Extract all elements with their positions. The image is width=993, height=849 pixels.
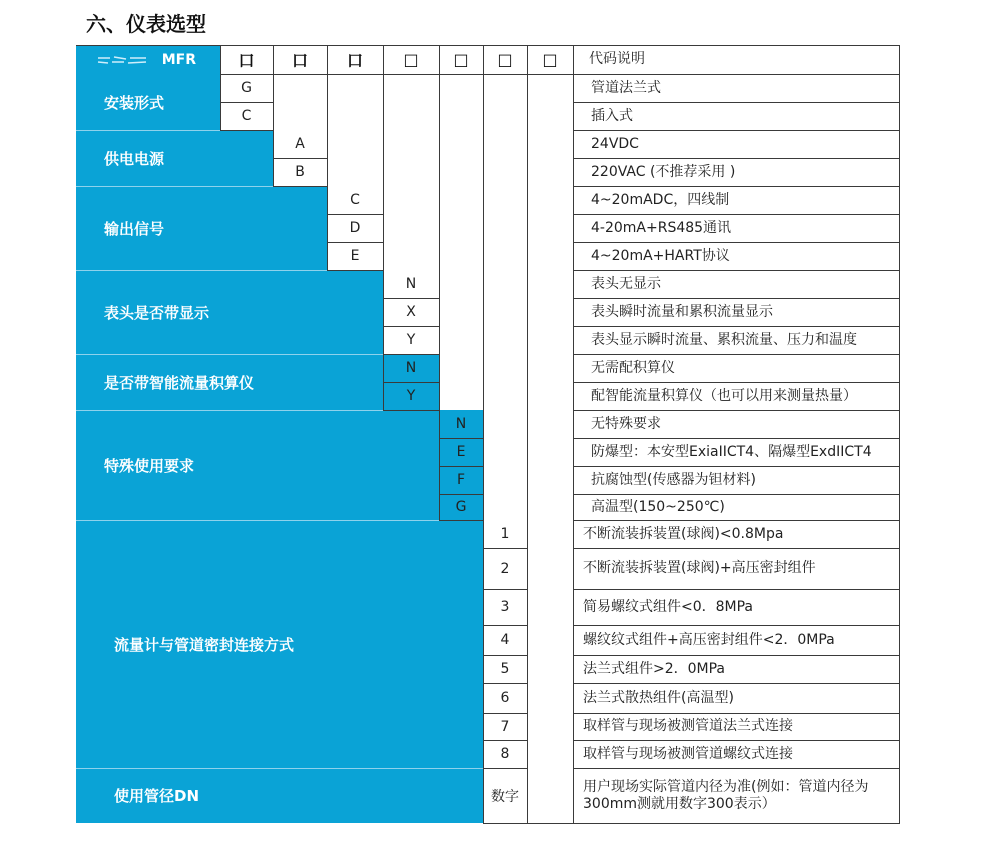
option-code: Y <box>406 388 416 404</box>
row-divider <box>273 158 328 159</box>
table-border <box>899 45 900 824</box>
row-divider <box>483 548 528 549</box>
option-description: 4~20mA+HART协议 <box>591 247 730 264</box>
row-divider <box>573 242 900 243</box>
table-border <box>220 74 900 75</box>
row-divider <box>439 520 484 521</box>
option-code: X <box>406 304 416 320</box>
column-divider <box>483 45 484 824</box>
option-code: E <box>350 248 360 264</box>
group-label: 表头是否带显示 <box>76 270 383 354</box>
option-description: 220VAC (不推荐采用 ) <box>591 163 736 180</box>
row-divider <box>573 438 900 439</box>
group-label: 供电电源 <box>76 130 273 186</box>
row-divider <box>573 158 900 159</box>
code-placeholder-box: □ <box>453 50 469 69</box>
group-label: 是否带智能流量积算仪 <box>76 354 439 410</box>
group-separator <box>76 130 220 131</box>
option-description: 法兰式组件>2．0MPa <box>583 660 726 677</box>
option-description: 高温型(150~250℃) <box>591 498 725 515</box>
group-label: 流量计与管道密封连接方式 <box>76 520 483 768</box>
option-code: F <box>456 472 466 488</box>
section-title: 六、仪表选型 <box>86 12 206 36</box>
row-divider <box>573 382 900 383</box>
option-description: 表头瞬时流量和累积流量显示 <box>591 303 773 320</box>
code-placeholder-box: 口 <box>346 51 363 70</box>
row-divider <box>573 326 900 327</box>
option-description: 取样管与现场被测管道法兰式连接 <box>583 718 793 734</box>
option-description: 用户现场实际管道内径为准(例如：管道内径为300mm测就用数字300表示） <box>583 778 869 812</box>
code-placeholder-box: 口 <box>238 51 255 70</box>
option-code: 1 <box>500 526 510 542</box>
row-divider <box>573 354 900 355</box>
row-divider <box>383 326 440 327</box>
row-divider <box>573 768 900 769</box>
group-separator <box>76 520 483 521</box>
row-divider <box>383 382 440 383</box>
row-divider <box>383 298 440 299</box>
column-divider <box>527 45 528 824</box>
option-code: A <box>295 136 305 152</box>
option-description: 不断流装拆装置(球阀)<0.8Mpa <box>583 525 784 542</box>
option-code: N <box>405 276 417 292</box>
column-divider <box>439 45 440 521</box>
option-code: 4 <box>500 632 510 648</box>
option-code: 7 <box>500 718 510 735</box>
option-code: E <box>456 444 466 460</box>
row-divider <box>573 548 900 549</box>
option-description: 简易螺纹式组件<0．8MPa <box>583 598 754 615</box>
row-divider <box>573 589 900 590</box>
row-divider <box>573 520 900 521</box>
option-description: 不断流装拆装置(球阀)+高压密封组件 <box>583 560 816 576</box>
row-divider <box>327 270 384 271</box>
option-description: 无特殊要求 <box>591 415 661 432</box>
row-divider <box>573 102 900 103</box>
description-header: 代码说明 <box>589 51 645 67</box>
group-separator <box>76 768 483 769</box>
row-divider <box>573 410 900 411</box>
option-description: 表头无显示 <box>591 275 661 292</box>
row-divider <box>383 354 440 355</box>
column-divider <box>573 45 574 824</box>
group-separator <box>76 354 383 355</box>
option-code: N <box>455 416 467 432</box>
option-description: 配智能流量积算仪（也可以用来测量热量） <box>591 387 857 404</box>
option-code: 5 <box>500 661 510 677</box>
code-placeholder-box: 口 <box>291 51 308 70</box>
model-header <box>76 45 220 74</box>
option-code: 6 <box>500 690 510 706</box>
option-code: G <box>455 499 467 515</box>
row-divider <box>573 494 900 495</box>
row-divider <box>439 466 484 467</box>
group-label: 安装形式 <box>76 74 220 130</box>
model-code: MFR <box>161 51 196 68</box>
option-description: 抗腐蚀型(传感器为钽材料) <box>591 471 756 488</box>
table-border <box>76 45 900 46</box>
row-divider <box>483 740 528 741</box>
code-placeholder-box: □ <box>403 50 419 69</box>
option-code: N <box>405 360 417 376</box>
group-separator <box>76 186 273 187</box>
option-description: 法兰式散热组件(高温型) <box>583 689 734 706</box>
option-code: Y <box>406 332 416 348</box>
option-description: 4~20mADC，四线制 <box>591 191 730 208</box>
row-divider <box>573 214 900 215</box>
row-divider <box>573 713 900 714</box>
column-divider <box>273 45 274 187</box>
blurred-model-prefix-icon <box>96 54 148 66</box>
option-code: C <box>241 108 252 124</box>
row-divider <box>439 438 484 439</box>
row-divider <box>573 270 900 271</box>
option-description: 防爆型：本安型ExiaIICT4、隔爆型ExdIICT4 <box>591 443 872 460</box>
option-code: D <box>349 220 361 236</box>
option-description: 表头显示瞬时流量、累积流量、压力和温度 <box>591 331 857 348</box>
option-description: 24VDC <box>591 135 639 152</box>
option-description: 管道法兰式 <box>591 79 661 96</box>
row-divider <box>383 410 440 411</box>
row-divider <box>573 298 900 299</box>
row-divider <box>220 102 274 103</box>
row-divider <box>439 494 484 495</box>
row-divider <box>573 466 900 467</box>
group-separator <box>76 270 327 271</box>
option-code: G <box>241 80 252 96</box>
option-description: 4-20mA+RS485通讯 <box>591 219 732 236</box>
row-divider <box>573 186 900 187</box>
option-code: C <box>350 192 360 208</box>
option-code: B <box>295 164 305 180</box>
option-code: 数字 <box>491 788 519 805</box>
option-description: 插入式 <box>591 107 633 124</box>
row-divider <box>273 186 328 187</box>
option-code: 2 <box>500 560 510 577</box>
option-code: 8 <box>500 746 510 762</box>
row-divider <box>573 130 900 131</box>
option-code: 3 <box>500 599 510 615</box>
option-description: 取样管与现场被测管道螺纹式连接 <box>583 745 793 762</box>
group-label: 输出信号 <box>76 186 327 270</box>
option-description: 螺纹纹式组件+高压密封组件<2．0MPa <box>583 631 835 648</box>
row-divider <box>483 823 528 824</box>
row-divider <box>220 130 274 131</box>
row-divider <box>327 214 384 215</box>
row-divider <box>327 242 384 243</box>
row-divider <box>573 740 900 741</box>
row-divider <box>573 823 900 824</box>
row-divider <box>573 625 900 626</box>
group-label: 使用管径DN <box>76 768 483 823</box>
row-divider <box>483 768 528 769</box>
row-divider <box>573 683 900 684</box>
row-divider <box>483 655 528 656</box>
row-divider <box>483 683 528 684</box>
row-divider <box>483 713 528 714</box>
group-label: 特殊使用要求 <box>76 410 483 520</box>
column-divider <box>220 45 221 131</box>
column-divider <box>383 45 384 411</box>
code-placeholder-box: □ <box>542 50 558 69</box>
row-divider <box>483 625 528 626</box>
code-placeholder-box: □ <box>497 50 513 69</box>
row-divider <box>573 655 900 656</box>
row-divider <box>483 589 528 590</box>
option-description: 无需配积算仪 <box>591 359 675 376</box>
